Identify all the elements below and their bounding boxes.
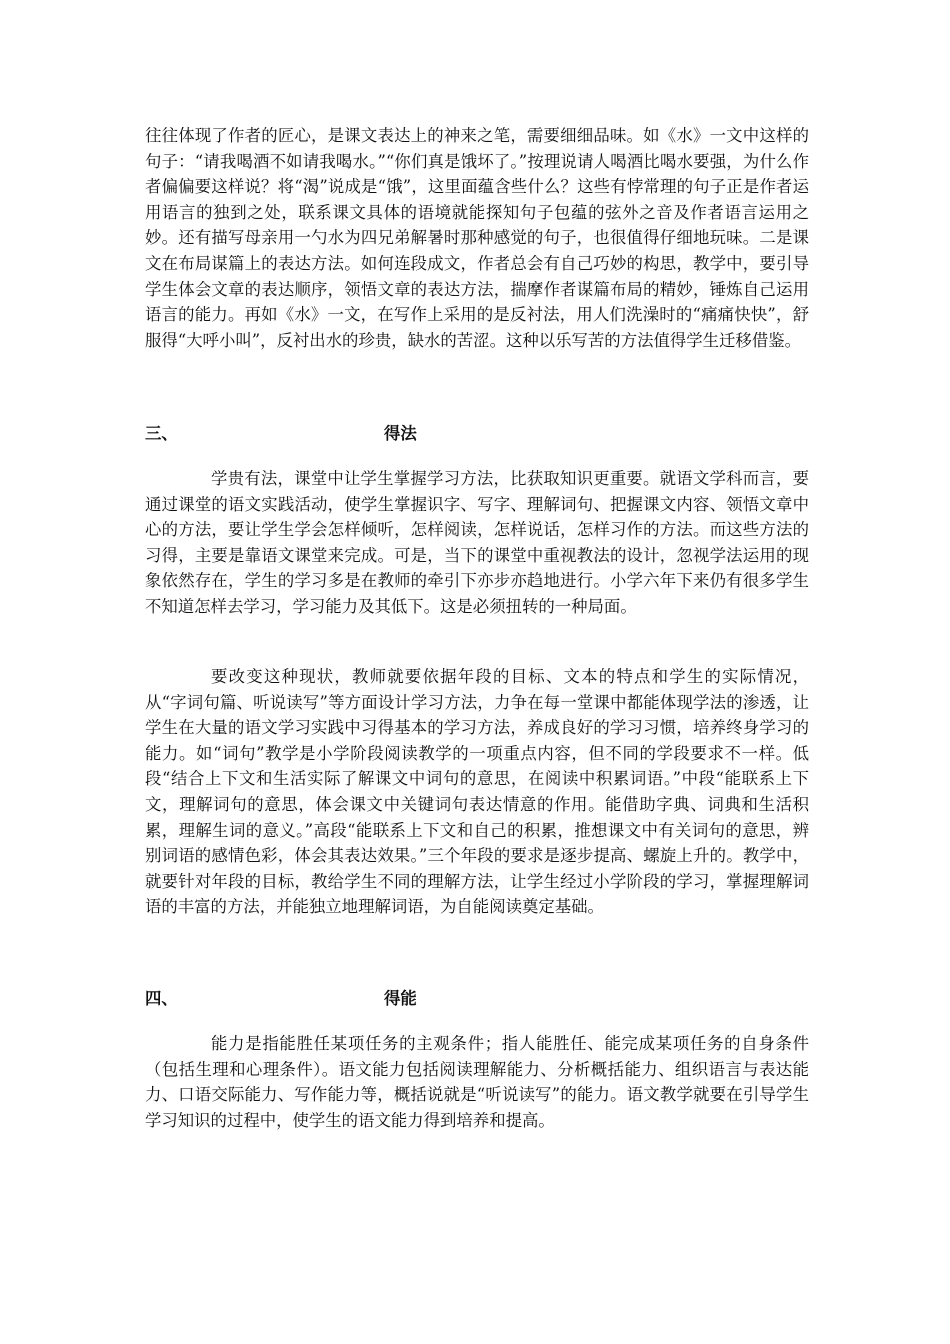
section-number: 四、 (145, 989, 178, 1008)
section-number: 三、 (145, 424, 178, 443)
paragraph-learning-methods: 学贵有法，课堂中让学生掌握学习方法，比获取知识更重要。就语文学科而言，要通过课堂的语文实践活动，使学生掌握识字、写字、理解词句、把握课文内容、领悟文章中心的方法，要让学生学会怎样倾听，怎样阅读，怎样说话，怎样习作的方法。而这些方法的习得，主要是靠语文课堂来完成。可是，当下的课堂中重视教法的设计，忽视学法运用的现象依然存在，学生的学习多是在教师的牵引下亦步亦趋地进行。小学六年下来仍有很多学生不知道怎样去学习，学习能力及其低下。这是必须扭转的一种局面。 (145, 469, 809, 616)
section-heading-4 (145, 986, 809, 1012)
section-heading-3 (145, 421, 809, 447)
paragraph-expression-methods: 往往体现了作者的匠心，是课文表达上的神来之笔，需要细细品味。如《水》一文中这样的句子：“请我喝酒不如请我喝水。”“你们真是饿坏了。”按理说请人喝酒比喝水要强，为什么作者偏偏要这样说？将“渴”说成是“饿”，这里面蕴含些什么？这些有悖常理的句子正是作者运用语言的独到之处，联系课文具体的语境就能探知句子包蕴的弦外之音及作者语言运用之妙。还有描写母亲用一勺水为四兄弟解暑时那种感觉的句子，也很值得仔细地玩味。二是课文在布局谋篇上的表达方法。如何连段成文，作者总会有自己巧妙的构思，教学中，要引导学生体会文章的表达顺序，领悟文章的表达方法，揣摩作者谋篇布局的精妙，锤炼自己运用语言的能力。再如《水》一文，在写作上采用的是反衬法，用人们洗澡时的“痛痛快快”，舒服得“大呼小叫”，反衬出水的珍贵，缺水的苦涩。这种以乐写苦的方法值得学生迁移借鉴。 (145, 126, 809, 350)
paragraph-changing-status: 要改变这种现状，教师就要依据年段的目标、文本的特点和学生的实际情况，从“字词句篇、听说读写”等方面设计学习方法，力争在每一堂课中都能体现学法的渗透，让学生在大量的语文学习实践中习得基本的学习方法，养成良好的学习习惯，培养终身学习的能力。如“词句”教学是小学阶段阅读教学的一项重点内容，但不同的学段要求不一样。低段“结合上下文和生活实际了解课文中词句的意思，在阅读中积累词语。”中段“能联系上下文，理解词句的意思，体会课文中关键词句表达情意的作用。能借助字典、词典和生活积累，理解生词的意义。”高段“能联系上下文和自己的积累，推想课文中有关词句的意思，辨别词语的感情色彩，体会其表达效果。”三个年段的要求是逐步提高、螺旋上升的。教学中，就要针对年段的目标，教给学生不同的理解方法，让学生经过小学阶段的学习，掌握理解词语的丰富的方法，并能独立地理解词语，为自能阅读奠定基础。 (145, 667, 809, 917)
section-title: 得能 (384, 989, 417, 1008)
section-title: 得法 (384, 424, 417, 443)
paragraph-ability: 能力是指能胜任某项任务的主观条件；指人能胜任、能完成某项任务的自身条件（包括生理和心理条件）。语文能力包括阅读理解能力、分析概括能力、组织语言与表达能力、口语交际能力、写作能力等，概括说就是“听说读写”的能力。语文教学就要在引导学生学习知识的过程中，使学生的语文能力得到培养和提高。 (145, 1034, 809, 1130)
